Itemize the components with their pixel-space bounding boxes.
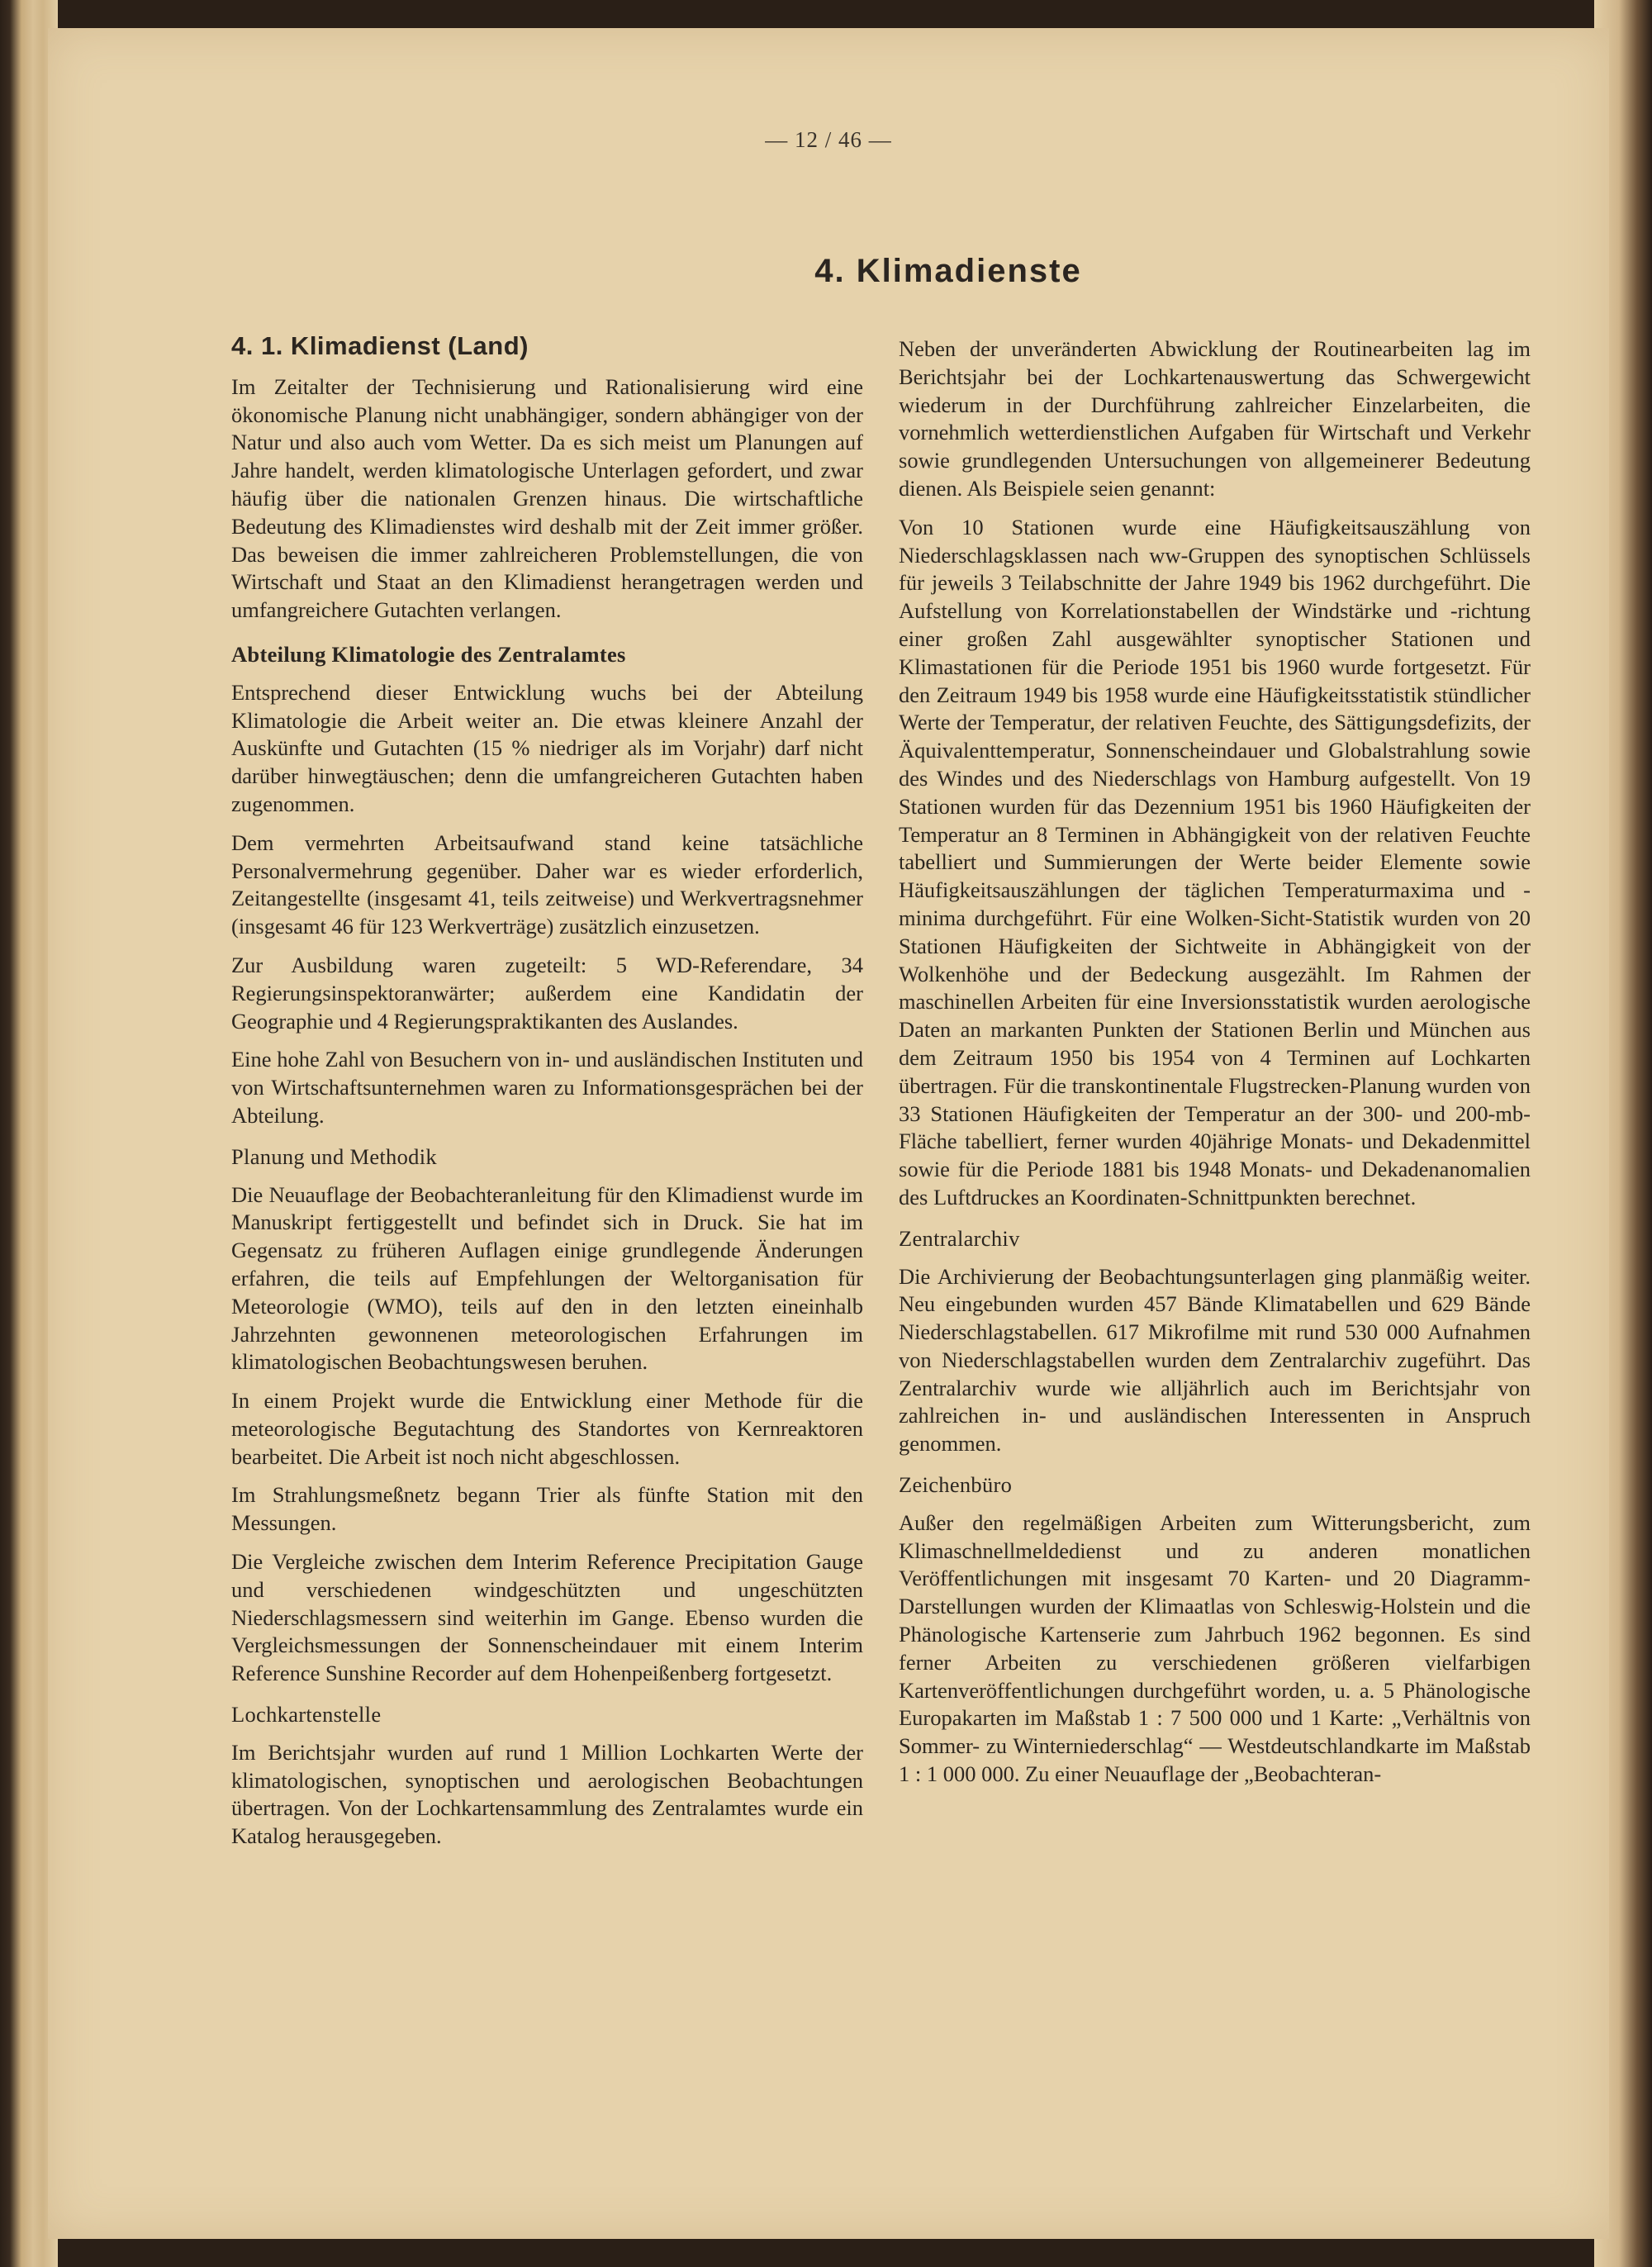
- chapter-title: 4. Klimadienste: [814, 253, 1082, 289]
- paragraph: Im Strahlungsmeßnetz begann Trier als fünfte Station mit den Messungen.: [231, 1482, 863, 1536]
- paragraph: Dem vermehrten Arbeitsaufwand stand keine tatsächliche Personalvermehrung gegenüber. Daher war es wieder erforderlich, Zeitangestellte (insgesamt 41, teils zeitweise) und Werkvertragsnehmer (insgesamt 46 für 123 Werkverträge) zusätzlich einzusetzen.: [231, 829, 863, 939]
- paragraph: Die Neuauflage der Beobachteranleitung für den Klimadienst wurde im Manuskript fertiggestellt und befindet sich in Druck. Sie hat im Gegensatz zu früheren Auflagen einige grundlegende Änderungen erfahren, die teils auf Empfehlungen der Weltorganisation für Meteorologie (WMO), teils auf den in den letzten eineinhalb Jahrzehnten gewonnenen meteorologischen Erfahrungen im klimatologischen Beobachtungswesen beruhen.: [231, 1181, 863, 1375]
- paragraph: Die Vergleiche zwischen dem Interim Reference Precipitation Gauge und verschiedenen windgeschützten und ungeschützten Niederschlagsmessern sind weiterhin im Gange. Ebenso wurden die Vergleichsmessungen der Sonnenscheindauer mit einem Interim Reference Sunshine Recorder auf dem Hohenpeißenberg fortgesetzt.: [231, 1549, 863, 1686]
- document-page: [48, 28, 1609, 2239]
- paragraph: Neben der unveränderten Abwicklung der Routinearbeiten lag im Berichtsjahr bei der Lochkartenauswertung das Schwergewicht wiederum in der Durchführung zahlreicher Einzelarbeiten, die vornehmlich wetterdienstlichen Aufgaben für Wirtschaft und Verkehr sowie grundlegenden Untersuchungen von allgemeinerer Bedeutung dienen. Als Beispiele seien genannt:: [899, 336, 1531, 501]
- section-title: 4. 1. Klimadienst (Land): [231, 331, 529, 360]
- subheading: Lochkartenstelle: [231, 1702, 382, 1728]
- paragraph: Entsprechend dieser Entwicklung wuchs bei der Abteilung Klimatologie die Arbeit weiter an. Die etwas kleinere Anzahl der Auskünfte und Gutachten (15 % niedriger als im Vorjahr) darf nicht darüber hinwegtäuschen; denn die umfangreicheren Gutachten haben zugenommen.: [231, 679, 863, 816]
- page-number: — 12 / 46 —: [765, 127, 892, 152]
- paragraph: Von 10 Stationen wurde eine Häufigkeitsauszählung von Niederschlagsklassen nach ww-Gruppen des synoptischen Schlüssels für jeweils 3 Teilabschnitte der Jahre 1949 bis 1962 durchgeführt. Die Aufstellung von Korrelationstabellen der Windstärke und -richtung einer großen Zahl ausgewählter synoptischer Stationen und Klimastationen für die Periode 1951 bis 1960 wurde fortgesetzt. Für den Zeitraum 1949 bis 1958 wurde eine Häufigkeitsstatistik stündlicher Werte der Temperatur, der relativen Feuchte, des Sättigungsdefizits, der Äquivalenttemperatur, Sonnenscheindauer und Globalstrahlung sowie des Windes und des Niederschlags von Hamburg aufgestellt. Von 19 Stationen wurden für das Dezennium 1951 bis 1960 Häufigkeiten der Temperatur an 8 Terminen in Abhängigkeit von der relativen Feuchte tabelliert und Summierungen der Werte beider Elemente sowie Häufigkeitsauszählungen der täglichen Temperaturmaxima und -minima durchgeführt. Für eine Wolken-Sicht-Statistik wurden von 20 Stationen Häufigkeiten der Sichtweite in Abhängigkeit von der Wolkenhöhe und der Bedeckung ausgezählt. Im Rahmen der maschinellen Arbeiten für eine Inversionsstatistik wurden aerologische Daten an markanten Punkten der Stationen Berlin und München aus dem Zeitraum 1950 bis 1954 von 4 Terminen auf Lochkarten übertragen. Für die transkontinentale Flugstrecken-Planung wurden von 33 Stationen Häufigkeiten der Temperatur an der 300- und 200-mb-Fläche tabelliert, ferner wurden 40jährige Monats- und Dekadenmittel sowie für die Periode 1881 bis 1948 Monats- und Dekadenanomalien des Luftdruckes an Koordinaten-Schnittpunkten berechnet.: [899, 514, 1531, 1210]
- paragraph: Die Archivierung der Beobachtungsunterlagen ging planmäßig weiter. Neu eingebunden wurden 457 Bände Klimatabellen und 629 Bände Niederschlagstabellen. 617 Mikrofilme mit rund 530 000 Aufnahmen von Niederschlagstabellen wurden dem Zentralarchiv zugeführt. Das Zentralarchiv wurde wie alljährlich auch im Berichtsjahr von zahlreichen in- und ausländischen Interessenten in Anspruch genommen.: [899, 1263, 1531, 1457]
- paragraph: Im Berichtsjahr wurden auf rund 1 Million Lochkarten Werte der klimatologischen, synoptischen und aerologischen Beobachtungen übertragen. Von der Lochkartensammlung des Zentralamtes wurde ein Katalog herausgegeben.: [231, 1739, 863, 1849]
- paragraph: In einem Projekt wurde die Entwicklung einer Methode für die meteorologische Begutachtung des Standortes von Kernreaktoren bearbeitet. Die Arbeit ist noch nicht abgeschlossen.: [231, 1388, 863, 1469]
- subheading: Abteilung Klimatologie des Zentralamtes: [231, 641, 626, 667]
- paragraph: Eine hohe Zahl von Besuchern von in- und ausländischen Instituten und von Wirtschaftsunternehmen waren zu Informationsgesprächen bei der Abteilung.: [231, 1047, 863, 1128]
- paragraph: Zur Ausbildung waren zugeteilt: 5 WD-Referendare, 34 Regierungsinspektoranwärter; außerdem eine Kandidatin der Geographie und 4 Regierungspraktikanten des Auslandes.: [231, 952, 863, 1034]
- right-column: [899, 335, 1531, 1799]
- paragraph: Im Zeitalter der Technisierung und Rationalisierung wird eine ökonomische Planung nicht unabhängiger, sondern abhängiger von der Natur und also auch vom Wetter. Da es sich meist um Planungen auf Jahre handelt, werden klimatologische Unterlagen gefordert, und zwar häufig über die nationalen Grenzen hinaus. Die wirtschaftliche Bedeutung des Klimadienstes wird deshalb mit der Zeit immer größer. Das beweisen die immer zahlreicheren Problemstellungen, die von Wirtschaft und Staat an den Klimadienst herangetragen werden und umfangreichere Gutachten verlangen.: [231, 373, 863, 623]
- paragraph: Außer den regelmäßigen Arbeiten zum Witterungsbericht, zum Klimaschnellmeldedienst und zu anderen monatlichen Veröffentlichungen mit insgesamt 70 Karten- und 20 Diagramm-Darstellungen wurden der Klimaatlas von Schleswig-Holstein und die Phänologische Kartenserie zum Jahrbuch 1962 begonnen. Es sind ferner Arbeiten zu verschiedenen größeren vielfarbigen Kartenveröffentlichungen durchgeführt worden, u. a. 5 Phänologische Europakarten im Maßstab 1 : 7 500 000 und 1 Karte: „Verhältnis von Sommer- zu Winterniederschlag“ — Westdeutschlandkarte im Maßstab 1 : 1 000 000. Zu einer Neuauflage der „Beobachteran-: [899, 1509, 1531, 1787]
- subheading: Zentralarchiv: [899, 1225, 1020, 1251]
- left-column: [231, 332, 863, 1861]
- subheading: Zeichenbüro: [899, 1472, 1013, 1498]
- subheading: Planung und Methodik: [231, 1143, 437, 1169]
